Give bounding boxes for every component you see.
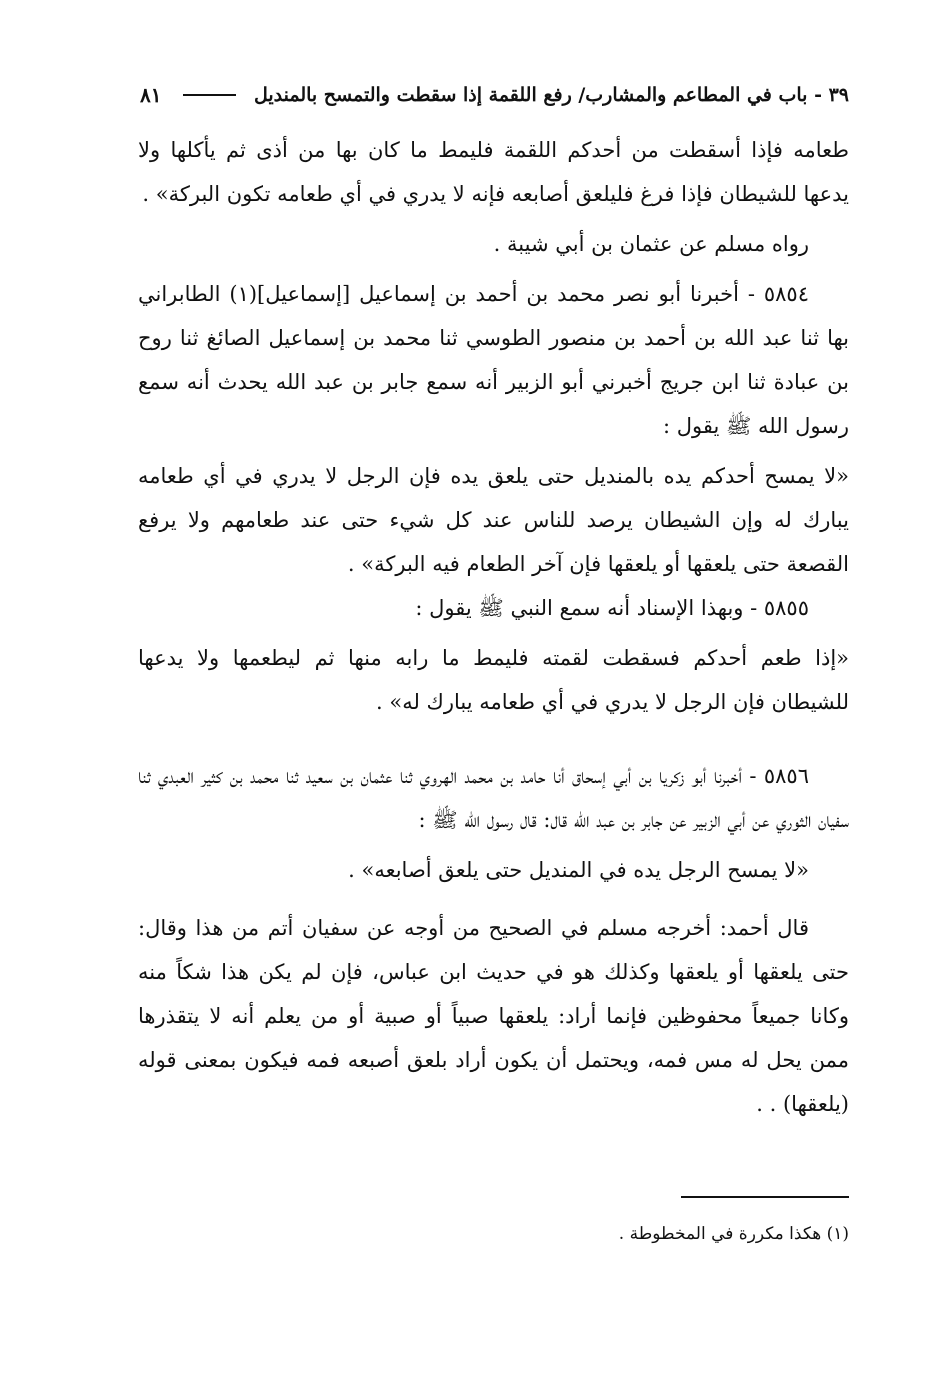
running-header [140,78,849,112]
author-commentary: قال أحمد: أخرجه مسلم في الصحيح من أوجه عن سفيان أتم من هذا وقال: حتى يلعقها أو يلعقها وكذلك هو في حديث ابن عباس، فإن لم يكن هذا شكاً منه وكانا جميعاً محفوظين فإنما أراد: يلعقها صبياً أو صبية أو من يعلم أنه لا يتقذرها ممن يحل له مس فمه، ويحتمل أن يكون أراد بلعق أصبعه فمه فيكون بمعنى قوله (يلعقها) . . [138,916,849,1116]
footnote: (١) هكذا مكررة في المخطوطة . [618,1224,849,1244]
hadith-5856-matn: «لا يمسح الرجل يده في المنديل حتى يلعق أصابعه» . [348,858,809,882]
paragraph-continuation: طعامه فإذا أسقطت من أحدكم اللقمة فليمط ما كان بها من أذى ثم يأكلها ولا يدعها للشيطان فإذا فرغ فليلعق أصابعه فإنه لا يدري في أي طعامه تكون البركة» . [138,138,849,206]
paragraph-narration-note: رواه مسلم عن عثمان بن أبي شيبة . [493,232,809,256]
hadith-5855-isnad: ٥٨٥٥ - وبهذا الإسناد أنه سمع النبي ﷺ يقول : [415,596,809,620]
hadith-5854-matn: «لا يمسح أحدكم يده بالمنديل حتى يلعق يده فإن الرجل لا يدري في أي طعامه يبارك له وإن الشيطان يرصد للناس عند كل شيء حتى عند طعامهم ولا يرفع القصعة حتى يلعقها أو يلعقها فإن آخر الطعام فيه البركة» . [138,464,849,576]
hadith-5855-matn: «إذا طعم أحدكم فسقطت لقمته فليمط ما رابه منها ثم ليطعمها ولا يدعها للشيطان فإن الرجل لا يدري في أي طعامه يبارك له» . [138,646,849,714]
hadith-5856-isnad: ٥٨٥٦ - أخبرنا أبو زكريا بن أبي إسحاق أنا حامد بن محمد الهروي ثنا عثمان بن سعيد ثنا محمد بن كثير العبدي ثنا سفيان الثوري عن أبي الزبير عن جابر بن عبد الله قال: قال رسول الله ﷺ : [138,764,849,832]
chapter-title: ٣٩ - باب في المطاعم والمشارب/ رفع اللقمة إذا سقطت والتمسح بالمنديل [253,84,849,106]
main-text [138,128,849,1126]
hadith-5854-isnad: ٥٨٥٤ - أخبرنا أبو نصر محمد بن أحمد بن إسماعيل [إسماعيل](١) الطابراني بها ثنا عبد الله بن أحمد بن منصور الطوسي ثنا محمد بن إسماعيل الصائغ ثنا روح بن عبادة ثنا ابن جريج أخبرني أبو الزبير أنه سمع جابر بن عبد الله يحدث أنه سمع رسول الله ﷺ يقول : [138,282,849,438]
header-rule [183,94,235,96]
page-number: ٨١ [140,83,162,107]
footnote-separator [681,1196,849,1198]
